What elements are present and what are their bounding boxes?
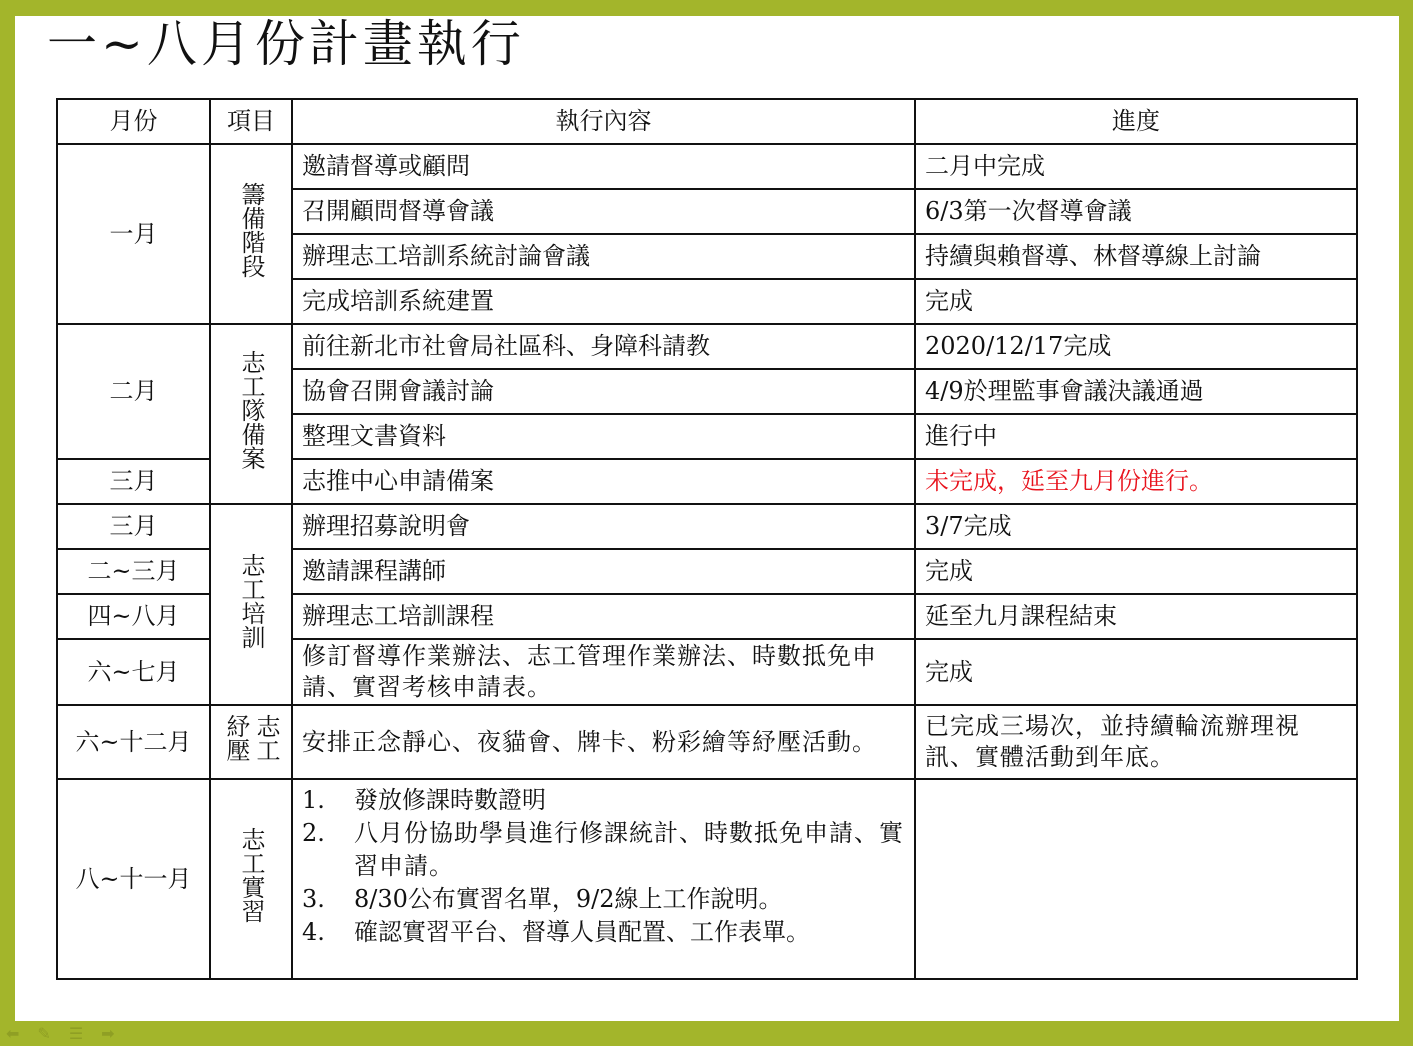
progress-cell: 2020/12/17完成 (915, 324, 1357, 369)
task-list (302, 784, 905, 949)
month-cell: 一月 (57, 144, 210, 324)
list-number: 2. (302, 819, 325, 847)
table-row (57, 779, 1357, 979)
pen-icon[interactable]: ✎ (37, 1024, 51, 1043)
content-cell: 召開顧問督導會議 (292, 189, 915, 234)
content-cell: 邀請課程講師 (292, 549, 915, 594)
content-cell: 修訂督導作業辦法、志工管理作業辦法、時數抵免申請、實習考核申請表。 (292, 639, 915, 705)
item-label: 志工隊備案 (237, 350, 265, 470)
progress-cell: 6/3第一次督導會議 (915, 189, 1357, 234)
month-cell: 三月 (57, 459, 210, 504)
progress-cell: 延至九月課程結束 (915, 594, 1357, 639)
content-cell: 邀請督導或顧問 (292, 144, 915, 189)
progress-cell: 完成 (915, 639, 1357, 705)
list-text: 發放修課時數證明 (354, 786, 546, 814)
table-row (57, 504, 1357, 549)
progress-cell: 持續與賴督導、林督導線上討論 (915, 234, 1357, 279)
header-month: 月份 (57, 99, 210, 144)
item-cell (210, 779, 292, 979)
item-label: 志工紓壓 (222, 714, 280, 762)
content-cell: 安排正念靜心、夜貓會、牌卡、粉彩繪等紓壓活動。 (292, 705, 915, 779)
list-item (302, 784, 905, 817)
content-cell: 志推中心申請備案 (292, 459, 915, 504)
list-text: 8/30公布實習名單，9/2線上工作說明。 (354, 885, 783, 913)
month-cell: 六~七月 (57, 639, 210, 705)
plan-table (56, 98, 1358, 980)
month-cell: 四~八月 (57, 594, 210, 639)
header-content: 執行內容 (292, 99, 915, 144)
item-cell (210, 504, 292, 705)
list-item (302, 817, 905, 883)
month-cell: 三月 (57, 504, 210, 549)
month-cell: 二月 (57, 324, 210, 459)
list-number: 1. (302, 786, 325, 814)
slide-title: 一~八月份計畫執行 (47, 16, 525, 73)
progress-cell: 完成 (915, 549, 1357, 594)
item-label: 志工實習 (237, 827, 265, 923)
list-item (302, 883, 905, 916)
content-cell: 辦理招募說明會 (292, 504, 915, 549)
list-number: 4. (302, 918, 325, 946)
content-cell: 前往新北市社會局社區科、身障科請教 (292, 324, 915, 369)
progress-cell: 完成 (915, 279, 1357, 324)
content-cell (292, 779, 915, 979)
progress-cell: 進行中 (915, 414, 1357, 459)
list-text: 八月份協助學員進行修課統計、時數抵免申請、實習申請。 (354, 819, 904, 880)
content-cell: 辦理志工培訓系統討論會議 (292, 234, 915, 279)
progress-cell-alert: 未完成，延至九月份進行。 (915, 459, 1357, 504)
header-progress: 進度 (915, 99, 1357, 144)
month-cell: 六~十二月 (57, 705, 210, 779)
table-row (57, 324, 1357, 369)
list-text: 確認實習平台、督導人員配置、工作表單。 (354, 918, 810, 946)
progress-cell: 二月中完成 (915, 144, 1357, 189)
list-item (302, 916, 905, 949)
content-cell: 辦理志工培訓課程 (292, 594, 915, 639)
progress-cell: 4/9於理監事會議決議通過 (915, 369, 1357, 414)
next-arrow-icon[interactable]: ➡ (101, 1024, 115, 1043)
content-cell: 完成培訓系統建置 (292, 279, 915, 324)
item-label: 志工培訓 (237, 552, 265, 649)
progress-cell: 3/7完成 (915, 504, 1357, 549)
table-row (57, 705, 1357, 779)
table-row (57, 144, 1357, 189)
slideshow-toolbar (0, 1021, 166, 1046)
progress-cell: 已完成三場次，並持續輪流辦理視訊、實體活動到年底。 (915, 705, 1357, 779)
menu-icon[interactable]: ☰ (68, 1024, 84, 1043)
item-label: 籌備階段 (237, 182, 265, 278)
slide (15, 16, 1399, 1021)
item-cell (210, 324, 292, 504)
header-item: 項目 (210, 99, 292, 144)
month-cell: 二~三月 (57, 549, 210, 594)
content-cell: 整理文書資料 (292, 414, 915, 459)
list-number: 3. (302, 885, 325, 913)
item-cell (210, 705, 292, 779)
content-cell: 協會召開會議討論 (292, 369, 915, 414)
table-header-row (57, 99, 1357, 144)
item-cell (210, 144, 292, 324)
month-cell: 八~十一月 (57, 779, 210, 979)
prev-arrow-icon[interactable]: ⬅ (6, 1024, 20, 1043)
progress-cell (915, 779, 1357, 979)
